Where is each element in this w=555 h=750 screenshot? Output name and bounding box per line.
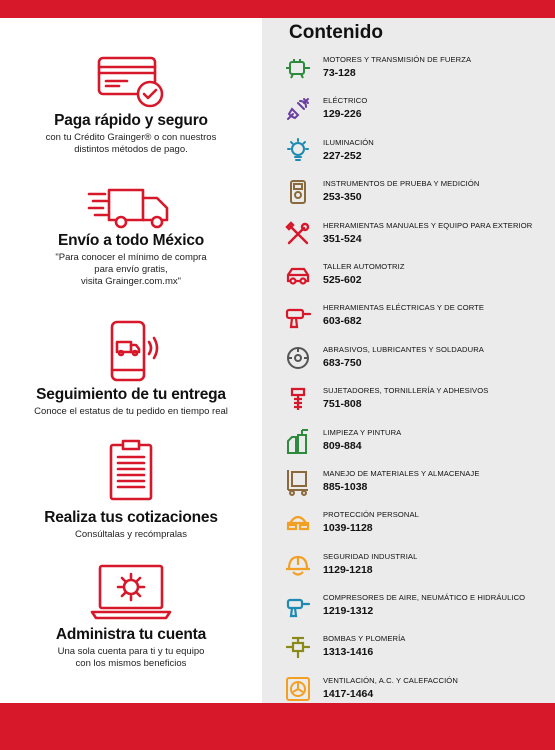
category-name: SUJETADORES, TORNILLERÍA Y ADHESIVOS: [323, 386, 489, 396]
category-name: HERRAMIENTAS ELÉCTRICAS Y DE CORTE: [323, 303, 485, 313]
page-range: 73-128: [323, 67, 356, 79]
category-name: COMPRESORES DE AIRE, NEUMÁTICO E HIDRÁULICO: [323, 593, 526, 603]
category-name: SEGURIDAD INDUSTRIAL: [323, 551, 418, 561]
list-item[interactable]: [284, 547, 552, 588]
cleaning-icon: [284, 427, 312, 455]
feature-description: con tu Crédito Grainger® o con nuestros distintos métodos de pago.: [45, 132, 217, 155]
category-name: TALLER AUTOMOTRIZ: [323, 261, 405, 271]
safety-glasses-icon: [284, 509, 312, 537]
feature-title: Seguimiento de tu entrega: [36, 386, 226, 403]
category-name: ELÉCTRICO: [323, 96, 368, 106]
page-range: 1039-1128: [323, 522, 373, 535]
list-item[interactable]: [284, 381, 552, 422]
list-item[interactable]: [284, 423, 552, 464]
motor-icon: [284, 54, 312, 82]
list-item[interactable]: [284, 340, 552, 381]
category-name: ILUMINACIÓN: [323, 137, 374, 147]
page-range: 683-750: [323, 356, 362, 369]
drill-icon: [284, 302, 312, 330]
bottom-accent-bar: [0, 703, 555, 750]
delivery-truck-icon: [87, 184, 175, 232]
bolt-icon: [284, 385, 312, 413]
page-range: 1219-1312: [323, 605, 374, 618]
feature-description: Consúltalas y recómpralas: [75, 529, 187, 540]
feature-description: Una sola cuenta para ti y tu equipo con los mismos beneficios: [57, 646, 205, 669]
list-item[interactable]: [284, 257, 552, 298]
page-range: 525-602: [323, 273, 362, 286]
list-item[interactable]: [284, 505, 552, 546]
category-name: MOTORES Y TRANSMISIÓN DE FUERZA: [323, 55, 472, 64]
hand-truck-icon: [284, 468, 312, 496]
category-name: LIMPIEZA Y PINTURA: [323, 427, 402, 437]
laptop-gear-icon: [86, 562, 176, 624]
tools-icon: [284, 220, 312, 248]
page-range: 603-682: [323, 315, 362, 328]
multimeter-icon: [284, 178, 312, 206]
feature-description: Conoce el estatus de tu pedido en tiempo real: [34, 406, 228, 417]
contents-list: [284, 50, 552, 712]
plug-icon: [284, 95, 312, 123]
list-item[interactable]: [284, 464, 552, 505]
phone-tracking-icon: [96, 320, 166, 384]
page-range: 253-350: [323, 191, 362, 204]
category-name: ABRASIVOS, LUBRICANTES Y SOLDADURA: [323, 344, 484, 354]
top-accent-bar: [0, 0, 555, 18]
category-name: HERRAMIENTAS MANUALES Y EQUIPO PARA EXTERIOR: [323, 220, 533, 230]
list-item[interactable]: [284, 629, 552, 670]
pipe-valve-icon: [284, 633, 312, 661]
category-name: INSTRUMENTOS DE PRUEBA Y MEDICIÓN: [323, 179, 480, 189]
category-name: MANEJO DE MATERIALES Y ALMACENAJE: [323, 468, 480, 478]
category-name: BOMBAS Y PLOMERÍA: [323, 634, 406, 644]
list-item[interactable]: [284, 216, 552, 257]
feature-title: Administra tu cuenta: [55, 626, 207, 643]
feature-title: Realiza tus cotizaciones: [44, 509, 218, 526]
page-range: 227-252: [323, 149, 362, 162]
air-tool-icon: [284, 592, 312, 620]
category-name: VENTILACIÓN, A.C. Y CALEFACCIÓN: [323, 675, 458, 685]
feature-title: Paga rápido y seguro: [54, 112, 208, 129]
list-item[interactable]: [284, 50, 552, 91]
clipboard-icon: [103, 437, 159, 503]
category-name: PROTECCIÓN PERSONAL: [323, 510, 419, 520]
page-range: 885-1038: [323, 480, 368, 493]
page-range: 1417-1464: [323, 687, 374, 700]
list-item[interactable]: [284, 174, 552, 215]
page-range: 1129-1218: [323, 563, 373, 576]
contents-title: Contenido: [289, 22, 383, 43]
page-range: 1313-1416: [323, 646, 374, 659]
hard-hat-icon: [284, 551, 312, 579]
page-range: 351-524: [323, 232, 362, 245]
list-item[interactable]: [284, 298, 552, 339]
feature-payment: [0, 54, 262, 156]
feature-description: "Para conocer el mínimo de compra para envío gratis, visita Grainger.com.mx": [55, 252, 207, 287]
list-item[interactable]: [284, 133, 552, 174]
grinding-disc-icon: [284, 344, 312, 372]
page-range: 751-808: [323, 398, 362, 411]
feature-shipping: [0, 184, 262, 288]
lightbulb-icon: [284, 137, 312, 165]
feature-tracking: [0, 320, 262, 418]
car-shop-icon: [284, 261, 312, 289]
feature-account: [0, 562, 262, 670]
feature-quotes: [0, 437, 262, 541]
list-item[interactable]: [284, 588, 552, 629]
page-range: 129-226: [323, 108, 362, 121]
feature-title: Envío a todo México: [57, 232, 205, 249]
list-item[interactable]: [284, 91, 552, 132]
credit-card-icon: [91, 54, 171, 112]
fan-icon: [284, 675, 312, 703]
page-range: 809-884: [323, 439, 362, 452]
